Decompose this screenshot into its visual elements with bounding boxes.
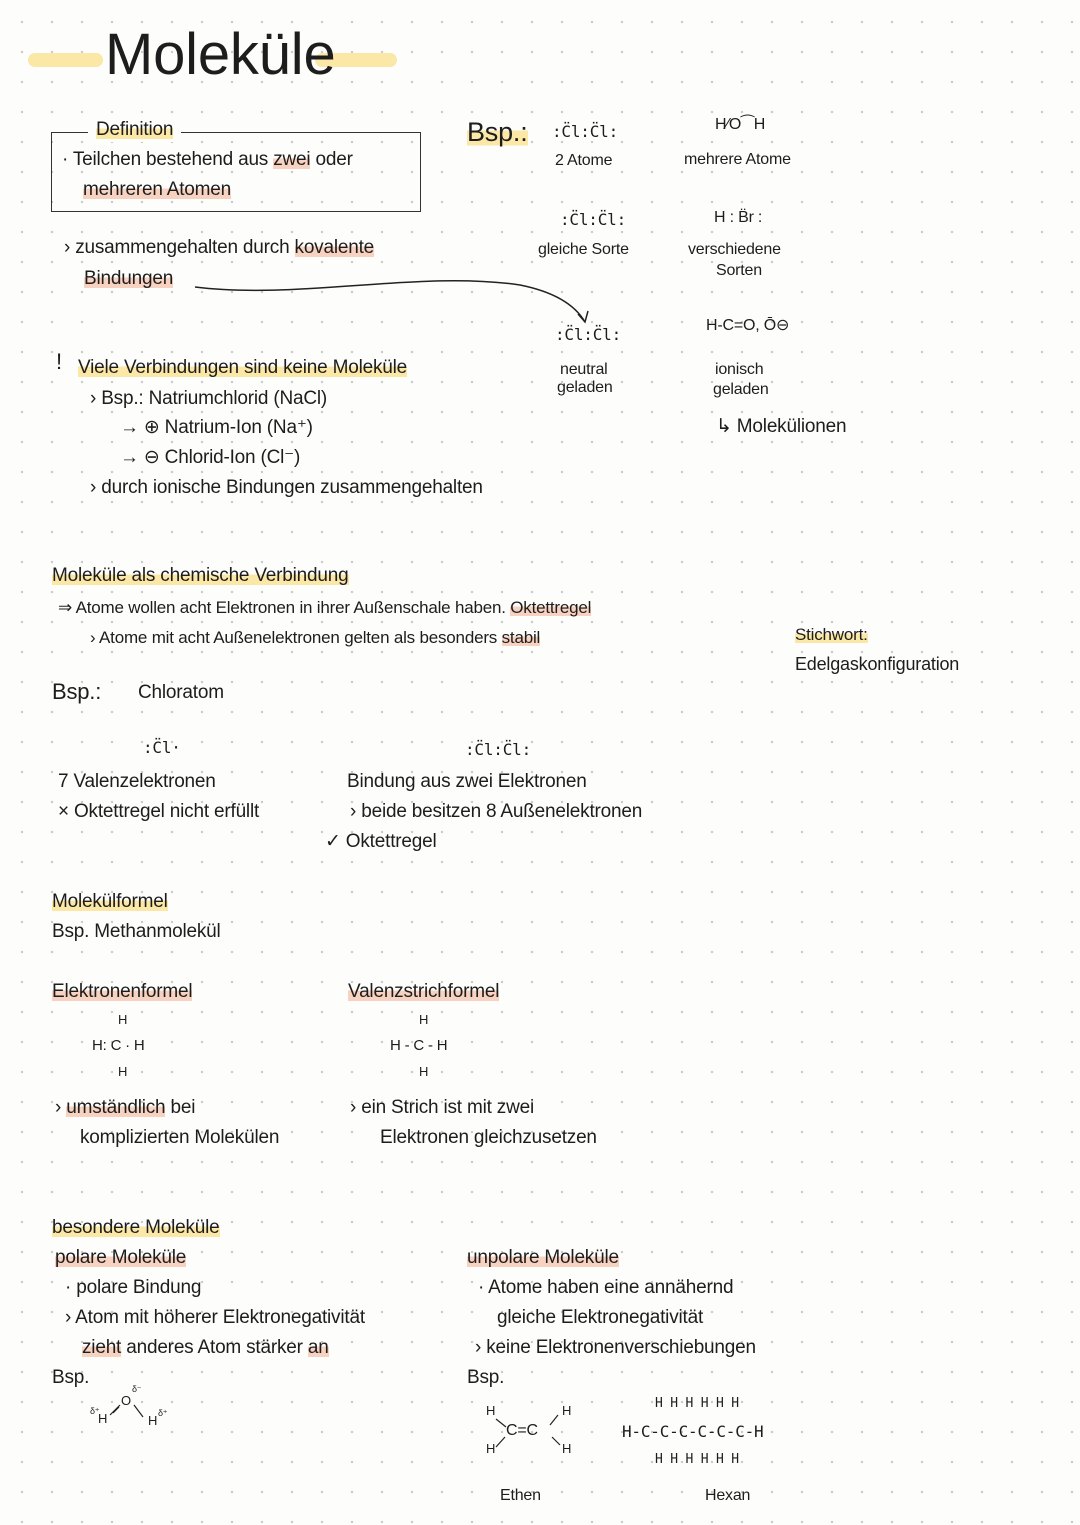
- text: anderes Atom stärker: [121, 1337, 308, 1358]
- text: Stichwort:: [795, 625, 868, 644]
- delta-minus: δ⁻: [132, 1384, 142, 1394]
- text: oder: [310, 149, 353, 170]
- examples-label: [467, 116, 528, 148]
- hexan-caption: Hexan: [705, 1487, 751, 1504]
- highlight: an: [307, 1337, 329, 1358]
- highlight: zwei: [273, 149, 311, 170]
- valence-note1: › ein Strich ist mit zwei: [350, 1097, 534, 1118]
- warning-ion2: → ⊖ Chlorid-Ion (Cl⁻): [120, 447, 301, 468]
- delta-plus-1: δ⁺: [90, 1406, 100, 1416]
- cl2-bond-formula: :C̈l:C̈l:: [465, 740, 532, 759]
- text: unpolare Moleküle: [467, 1247, 619, 1268]
- water-oxygen: O: [121, 1393, 131, 1408]
- ethen-core: C=C: [506, 1422, 538, 1439]
- hexan-bottom-row: H H H H H H: [655, 1452, 739, 1467]
- water-bonds-icon: [88, 1385, 188, 1440]
- compound-heading: [52, 564, 349, 588]
- cl2-caption-2: gleiche Sorte: [538, 241, 629, 258]
- compound-right2: › beide besitzen 8 Außenelektronen: [350, 801, 643, 822]
- page-title: Moleküle: [105, 22, 336, 87]
- nonpolar-bsp: Bsp.: [467, 1367, 505, 1388]
- h2o-formula: H⁄O⁀H: [715, 116, 766, 133]
- polar-bsp: Bsp.: [52, 1367, 90, 1388]
- ethen-h: H: [562, 1403, 572, 1418]
- cl2-caption-1: 2 Atome: [555, 152, 613, 169]
- cl2-caption-3a: neutral: [560, 361, 608, 378]
- electron-note2: komplizierten Molekülen: [80, 1127, 280, 1148]
- h2o-caption: mehrere Atome: [684, 151, 791, 168]
- cl2-formula-1: :C̈l:C̈l:: [552, 122, 619, 141]
- compound-right3: ✓ Oktettregel: [325, 831, 437, 852]
- ethen-caption: Ethen: [500, 1487, 541, 1504]
- text: Viele Verbindungen sind keine Moleküle: [78, 357, 408, 378]
- nonpolar-line1: · Atome haben eine annähernd: [478, 1277, 734, 1298]
- text: › zusammengehalten durch: [64, 237, 295, 258]
- warning-ion1: → ⊕ Natrium-Ion (Na⁺): [120, 417, 313, 438]
- compound-line1: [58, 596, 591, 620]
- text: ⇒ Atome wollen acht Elektronen in ihrer Außenschale haben.: [58, 598, 506, 617]
- hbr-caption-2: Sorten: [716, 262, 762, 279]
- formate-caption-2: geladen: [713, 381, 769, 398]
- compound-left2: × Oktettregel nicht erfüllt: [58, 801, 260, 822]
- compound-bsp: Bsp.:: [52, 679, 102, 704]
- valence-note2: Elektronen gleichzusetzen: [380, 1127, 597, 1148]
- hbr-formula: H : B̈r :: [714, 209, 763, 226]
- polar-line1: · polare Bindung: [65, 1277, 202, 1298]
- polar-line3: [82, 1336, 329, 1360]
- compound-right1: Bindung aus zwei Elektronen: [347, 771, 587, 792]
- electron-formula-top: H: [118, 1012, 128, 1027]
- highlight: umständlich: [66, 1097, 166, 1118]
- ethen-bonds-icon: [480, 1395, 580, 1460]
- water-dipole-diagram: [88, 1385, 188, 1440]
- valence-formula-mid: H - C - H: [390, 1037, 448, 1054]
- text: Molekülformel: [52, 891, 168, 912]
- text: · Teilchen bestehend aus: [62, 149, 274, 170]
- highlight: kovalente: [294, 237, 375, 258]
- text: Bsp.:: [467, 117, 528, 147]
- valence-formula-heading: [348, 980, 499, 1004]
- electron-formula-mid: H: C · H: [92, 1037, 145, 1054]
- hbr-caption-1: verschiedene: [688, 241, 781, 258]
- nonpolar-line2: gleiche Elektronegativität: [497, 1307, 704, 1328]
- cl2-formula-2: :C̈l:C̈l:: [560, 210, 627, 229]
- delta-plus-2: δ⁺: [158, 1408, 168, 1418]
- cl-atom-formula: :C̈l·: [143, 738, 181, 757]
- ethen-h: H: [486, 1403, 496, 1418]
- text: › Atome mit acht Außenelektronen gelten als besonders: [90, 628, 502, 647]
- keyword: Edelgaskonfiguration: [795, 654, 960, 674]
- formula-example: Bsp. Methanmolekül: [52, 921, 221, 942]
- text: besondere Moleküle: [52, 1217, 220, 1238]
- highlight: mehreren Atomen: [83, 179, 232, 200]
- text: Elektronenformel: [52, 981, 193, 1002]
- highlight: Oktettregel: [510, 598, 592, 617]
- compound-left1: 7 Valenzelektronen: [58, 771, 216, 792]
- text: ›: [55, 1097, 67, 1118]
- formate-formula: H-C=O, Ō⊖: [706, 317, 790, 334]
- keyword-label: [795, 623, 868, 647]
- text: bei: [165, 1097, 196, 1118]
- formate-caption-1: ionisch: [715, 361, 764, 378]
- text: Moleküle als chemische Verbindung: [52, 565, 349, 586]
- text: Valenzstrichformel: [348, 981, 500, 1002]
- text: polare Moleküle: [55, 1247, 187, 1268]
- highlight: Bindungen: [84, 268, 174, 289]
- valence-formula-bottom: H: [419, 1064, 429, 1079]
- electron-formula-bottom: H: [118, 1064, 128, 1079]
- ethen-structure: [480, 1395, 580, 1460]
- molecular-ions-note: ↳ Molekülionen: [716, 416, 847, 437]
- ethen-h: H: [562, 1441, 572, 1456]
- formula-heading: [52, 890, 168, 914]
- compound-bsp-text: Chloratom: [138, 682, 224, 703]
- warning-example: › Bsp.: Natriumchlorid (NaCl): [90, 388, 328, 409]
- electron-note1: [55, 1096, 195, 1120]
- valence-formula-top: H: [419, 1012, 429, 1027]
- cl2-caption-3b: geladen: [557, 379, 613, 396]
- hexan-top-row: H H H H H H: [655, 1396, 739, 1411]
- highlight: stabil: [501, 628, 541, 647]
- warning-headline: [78, 356, 407, 380]
- hexan-mid-row: H-C-C-C-C-C-C-H: [622, 1422, 764, 1441]
- cl2-formula-3: :C̈l:C̈l:: [555, 325, 622, 344]
- polar-heading: [55, 1246, 186, 1270]
- water-hydrogen-2: H: [148, 1413, 158, 1428]
- water-hydrogen-1: H: [98, 1411, 108, 1426]
- definition-label-text: Definition: [96, 119, 174, 140]
- electron-formula-heading: [52, 980, 192, 1004]
- highlight: zieht: [82, 1337, 122, 1358]
- warning-icon: !: [56, 349, 62, 374]
- nonpolar-line3: › keine Elektronenverschiebungen: [475, 1337, 756, 1358]
- special-heading: [52, 1216, 220, 1240]
- nonpolar-heading: [467, 1246, 619, 1270]
- ethen-h: H: [486, 1441, 496, 1456]
- polar-line2: › Atom mit höherer Elektronegativität: [65, 1307, 365, 1328]
- compound-line2: [90, 626, 540, 650]
- warning-ionic: › durch ionische Bindungen zusammengehalten: [90, 477, 483, 498]
